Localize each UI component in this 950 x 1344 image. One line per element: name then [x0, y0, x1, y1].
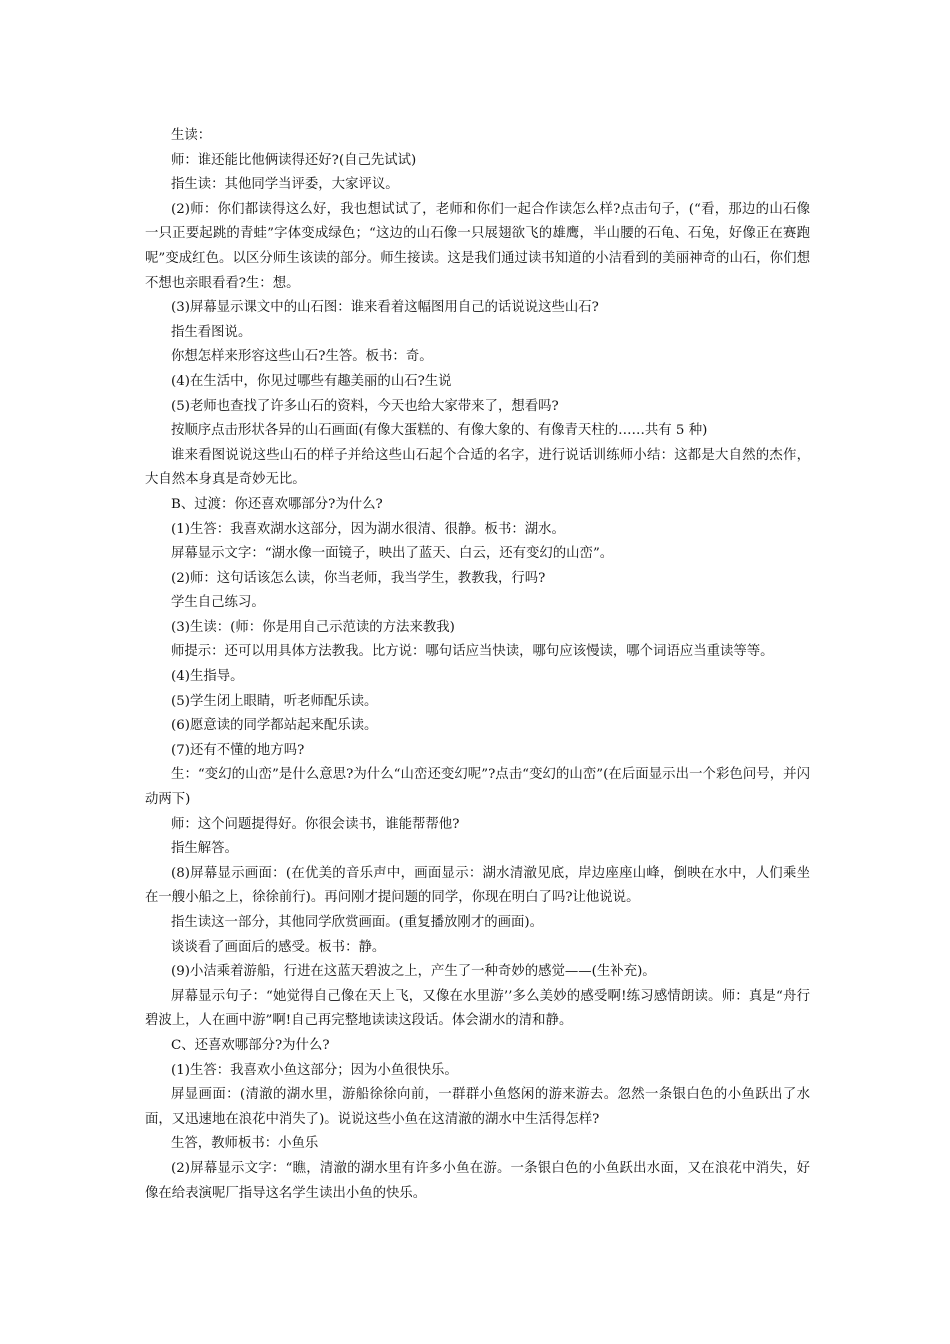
paragraph: (6)愿意读的同学都站起来配乐读。	[171, 718, 378, 734]
paragraph: 学生自己练习。	[171, 595, 265, 611]
paragraph: 生读：	[171, 128, 212, 143]
paragraph: (3)生读：(师：你是用自己示范读的方法来教我)	[171, 619, 455, 635]
paragraph: (4)在生活中，你见过哪些有趣美丽的山石?生说	[171, 373, 452, 389]
paragraph: (4)生指导。	[171, 669, 244, 685]
paragraph: 生答，教师板书：小鱼乐	[171, 1136, 319, 1152]
paragraph: 师：这个问题提得好。你很会读书，谁能帮帮他?	[171, 816, 460, 832]
paragraph: 生：“变幻的山峦”是什么意思?为什么“山峦还变幻呢”?点击“变幻的山峦”(在后面显示出一个彩色问号，并闪动两下)	[145, 767, 810, 808]
paragraph: 谈谈看了画面后的感受。板书：静。	[171, 939, 386, 955]
paragraph: 指生读：其他同学当评委，大家评议。	[171, 177, 399, 193]
paragraph: 屏幕显示文字：“湖水像一面镜子，映出了蓝天、白云，还有变幻的山峦”。	[171, 546, 614, 562]
paragraph: (5)老师也查找了许多山石的资料，今天也给大家带来了，想看吗?	[171, 398, 559, 414]
paragraph: 屏显画面：(清澈的湖水里，游船徐徐向前，一群群小鱼悠闲的游来游去。忽然一条银白色的小鱼跃出了水面，又迅速地在浪花中消失了)。说说这些小鱼在这清澈的湖水中生活得怎样?	[145, 1087, 810, 1127]
paragraph: (7)还有不懂的地方吗?	[171, 742, 305, 758]
document-body	[145, 124, 810, 1206]
paragraph: 按顺序点击形状各异的山石画面(有像大蛋糕的、有像大象的、有像青天柱的……共有 5 种)	[171, 423, 708, 439]
paragraph: B、过渡：你还喜欢哪部分?为什么?	[171, 496, 383, 512]
paragraph: (1)生答：我喜欢湖水这部分，因为湖水很清、很静。板书：湖水。	[171, 521, 565, 537]
paragraph: (3)屏幕显示课文中的山石图：谁来看着这幅图用自己的话说说这些山石?	[171, 300, 599, 316]
paragraph: 指生看图说。	[171, 324, 252, 340]
paragraph: 谁来看图说说这些山石的样子并给这些山石起个合适的名字，进行说话训练师小结：这都是大自然的杰作，大自然本身真是奇妙无比。	[145, 447, 810, 488]
paragraph: 指生读这一部分，其他同学欣赏画面。(重复播放刚才的画面)。	[171, 915, 543, 930]
paragraph: 指生解答。	[171, 841, 238, 857]
paragraph: (5)学生闭上眼睛，听老师配乐读。	[171, 693, 378, 709]
paragraph: 屏幕显示句子：“她觉得自己像在天上飞，又像在水里游’’多么美妙的感受啊!练习感情朗读。师：真是“舟行碧波上，人在画中游”啊!自己再完整地读读这段话。体会湖水的清和静。	[145, 988, 810, 1029]
paragraph: (1)生答：我喜欢小鱼这部分；因为小鱼很快乐。	[171, 1062, 458, 1078]
paragraph: 你想怎样来形容这些山石?生答。板书：奇。	[171, 349, 433, 365]
paragraph: C、还喜欢哪部分?为什么?	[171, 1037, 330, 1053]
paragraph: (2)屏幕显示文字：“瞧，清澈的湖水里有许多小鱼在游。一条银白色的小鱼跃出水面，又在浪花中消失，好像在给表演呢厂指导这名学生读出小鱼的快乐。	[145, 1160, 810, 1201]
paragraph: (2)师：你们都读得这么好，我也想试试了，老师和你们一起合作读怎么样?点击句子，(“看，那边的山石像一只正要起跳的青蛙”字体变成绿色；“这边的山石像一只展翅欲飞的雄鹰，半山腰的石龟、石兔，好像正在赛跑呢”变成红色。以区分师生该读的部分。师生接读。这是我们通过读书知道的小洁看到的美丽神奇的山石，你们想不想也亲眼看看?生：想。	[145, 201, 810, 291]
paragraph: 师：谁还能比他俩读得还好?(自己先试试)	[171, 152, 417, 168]
paragraph: (9)小洁乘着游船，行进在这蓝天碧波之上，产生了一种奇妙的感觉——(生补充)。	[171, 964, 656, 980]
paragraph: (2)师：这句话该怎么读，你当老师，我当学生，教教我，行吗?	[171, 570, 546, 586]
paragraph: 师提示：还可以用具体方法教我。比方说：哪句话应当快读，哪句应该慢读，哪个词语应当重读等等。	[171, 644, 774, 660]
paragraph: (8)屏幕显示画面：(在优美的音乐声中，画面显示：湖水清澈见底，岸边座座山峰，倒映在水中，人们乘坐在一艘小船之上，徐徐前行)。再问刚才提问题的同学，你现在明白了吗?让他说说。	[145, 865, 810, 906]
